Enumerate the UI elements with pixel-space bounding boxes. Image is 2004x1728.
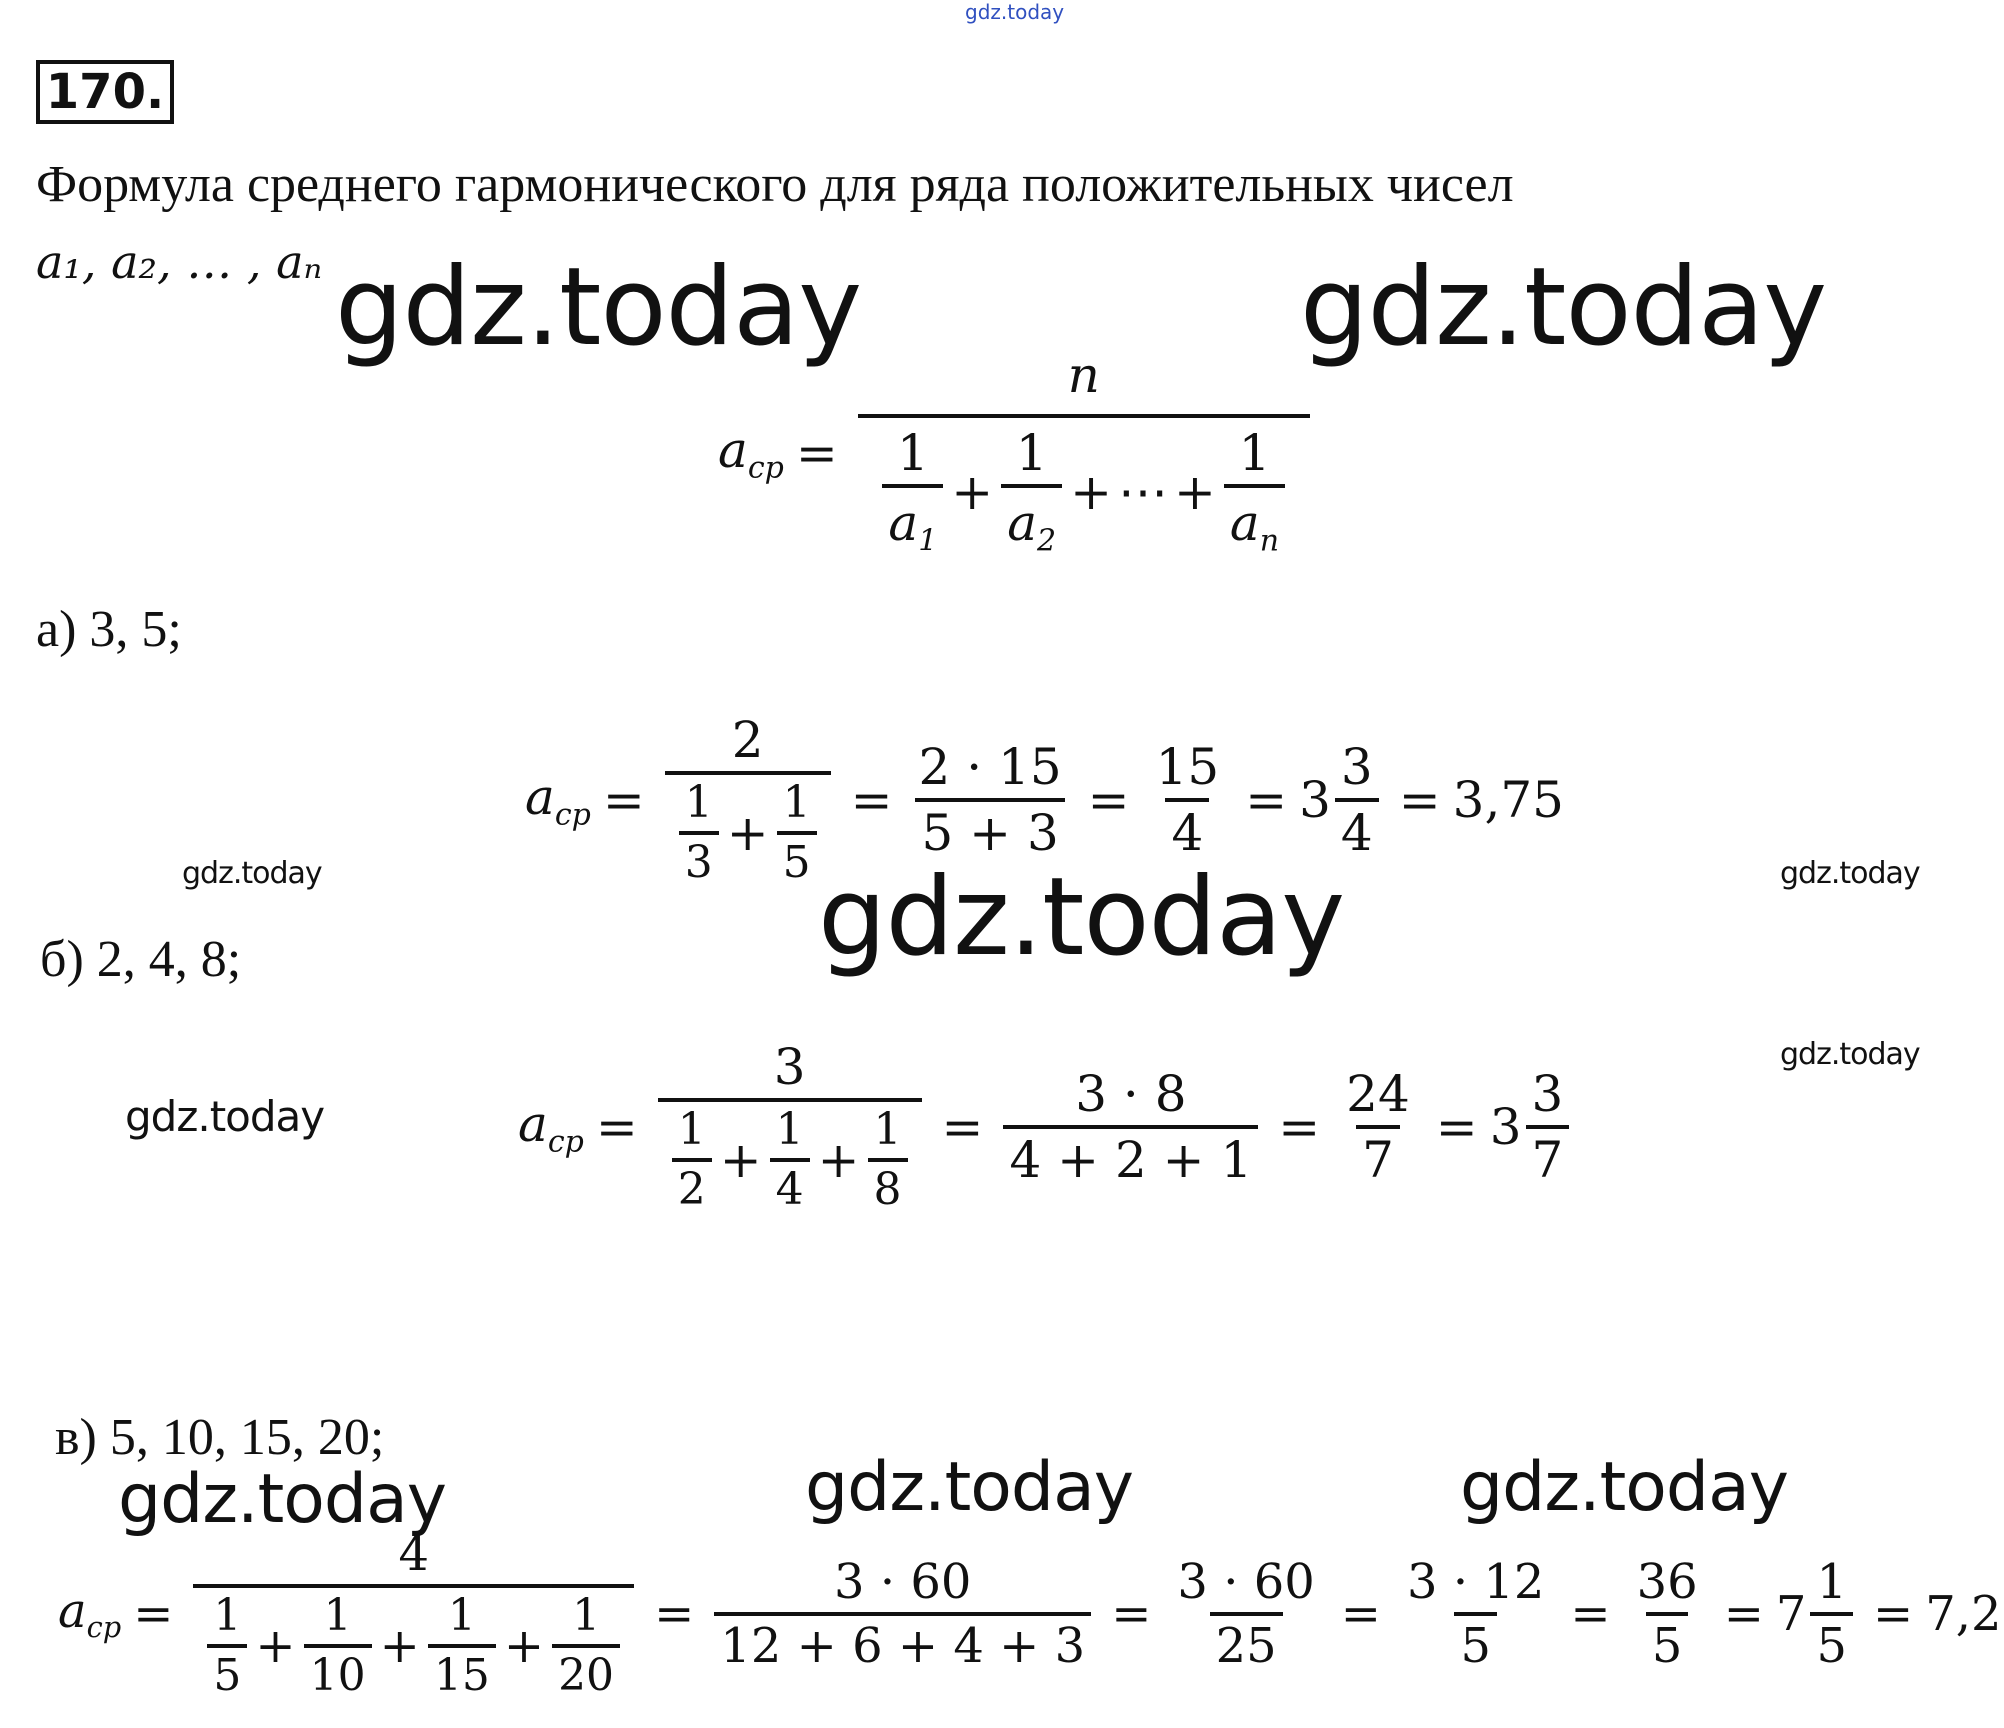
- fraction: $\frac{3 \cdot 60}{12 + 6 + 4 + 3}$: [714, 1558, 1091, 1670]
- formula-lhs: $a_{cp}$: [718, 421, 784, 486]
- fraction: $\frac{2 \cdot 15}{5 + 3}$: [913, 742, 1068, 858]
- watermark-large: gdz.today: [1300, 245, 1827, 370]
- watermark-small: gdz.today: [1780, 1037, 1920, 1072]
- fraction: 4 $\frac{1}{5}$ + $\frac{1}{10}$ + $\frac{1}{15}$ + $\frac{1}{20}$: [193, 1530, 634, 1698]
- fraction: $\frac{15}{4}$: [1155, 738, 1220, 862]
- fraction: $\frac{3 \cdot 8}{4 + 2 + 1}$: [1003, 1069, 1258, 1185]
- fraction: $\frac{3}{7}$: [1526, 1069, 1570, 1185]
- fraction: $\frac{3 \cdot 60}{25}$: [1177, 1554, 1315, 1674]
- watermark-medium: gdz.today: [805, 1448, 1133, 1527]
- fraction: $\frac{3}{4}$: [1335, 742, 1379, 858]
- result: 3,75: [1452, 771, 1564, 829]
- watermark-small: gdz.today: [1780, 856, 1920, 891]
- fraction: $\frac{36}{5}$: [1636, 1554, 1698, 1674]
- part-a-label: а) 3, 5;: [36, 601, 182, 658]
- watermark-large: gdz.today: [335, 245, 862, 370]
- fraction: $\frac{3 \cdot 12}{5}$: [1407, 1554, 1545, 1674]
- part-c-equation: $a_{cp}$ = 4 $\frac{1}{5}$ + $\frac{1}{10}$ + $\frac{1}{15}$ + $\frac{1}{20}$ = $\frac{3 \cdot 60}{12 + 6 + 4 + 3}$ = $\frac{3 \cdot 60}{25}$ = $\frac{3 \cdot 12}{5}$ = $\frac{36}{5}$ = 7 $\frac{1}{5}$ = 7,2: [58, 1526, 2002, 1701]
- watermark-medium: gdz.today: [1460, 1448, 1788, 1527]
- term-fraction: $\frac{1}{a_2}$: [1001, 428, 1062, 557]
- sequence-text: a₁, a₂, … , aₙ: [36, 235, 323, 289]
- term-fraction: $\frac{1}{a_n}$: [1224, 428, 1285, 557]
- watermark-top: gdz.today: [965, 0, 1065, 24]
- part-c-label: в) 5, 10, 15, 20;: [55, 1409, 385, 1466]
- watermark-large: gdz.today: [818, 855, 1345, 980]
- watermark-small: gdz.today: [125, 1092, 325, 1141]
- part-a-equation: $a_{cp}$ = 2 $\frac{1}{3}$ + $\frac{1}{5}$ = $\frac{2 \cdot 15}{5 + 3}$ = $\frac{15}{4}$ = 3 $\frac{3}{4}$ = 3,75: [525, 711, 1564, 888]
- fraction: $\frac{1}{5}$: [1810, 1558, 1853, 1670]
- result: 7,2: [1925, 1586, 2002, 1642]
- formula-numerator: n: [1067, 346, 1100, 404]
- equals-sign: =: [795, 424, 838, 483]
- problem-number: 170.: [36, 60, 174, 124]
- fraction: $\frac{24}{7}$: [1346, 1065, 1410, 1189]
- formula-fraction: [858, 346, 1310, 559]
- formula-denominator: $\frac{1}{a_1}$ + $\frac{1}{a_2}$ + ⋯ + $\frac{1}{a_n}$: [858, 414, 1310, 557]
- term-fraction: $\frac{1}{a_1}$: [882, 428, 943, 557]
- fraction: 3 $\frac{1}{2}$ + $\frac{1}{4}$ + $\frac{1}{8}$: [658, 1042, 922, 1212]
- intro-text: Формула среднего гармонического для ряда положительных чисел: [36, 156, 1514, 213]
- harmonic-mean-formula: [718, 346, 1318, 559]
- fraction: 2 $\frac{1}{3}$ + $\frac{1}{5}$: [665, 715, 831, 885]
- watermark-medium: gdz.today: [118, 1460, 446, 1539]
- watermark-small: gdz.today: [182, 856, 322, 891]
- part-b-label: б) 2, 4, 8;: [40, 931, 242, 988]
- part-b-equation: $a_{cp}$ = 3 $\frac{1}{2}$ + $\frac{1}{4}$ + $\frac{1}{8}$ = $\frac{3 \cdot 8}{4 + 2 + 1}$ = $\frac{24}{7}$ = 3 $\frac{3}{7}$: [518, 1042, 1577, 1212]
